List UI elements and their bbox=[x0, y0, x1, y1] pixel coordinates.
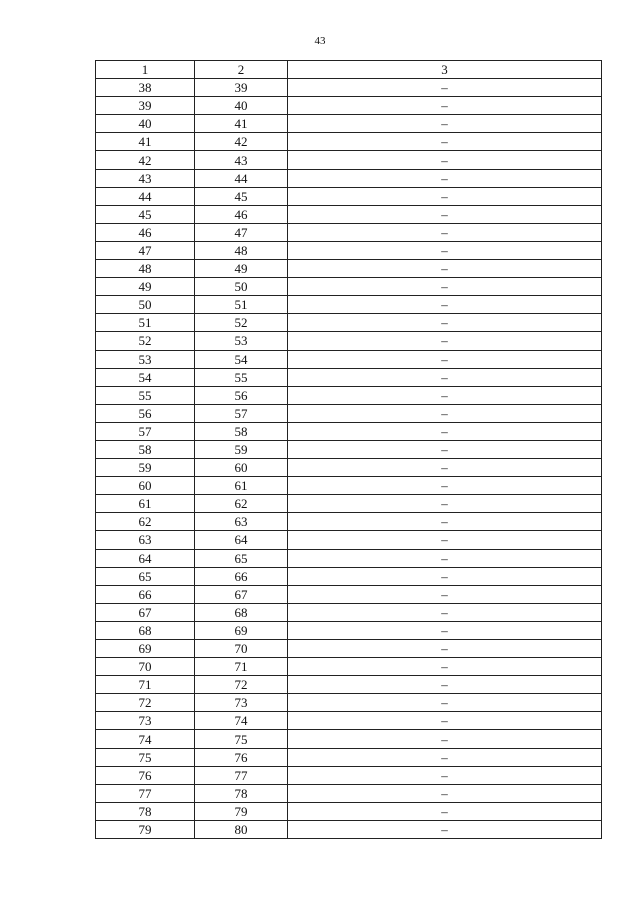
table-cell-col-1: 63 bbox=[96, 531, 195, 549]
table-cell-col-3: – bbox=[288, 169, 602, 187]
table-row bbox=[96, 513, 602, 531]
table-row bbox=[96, 386, 602, 404]
table-cell-col-2: 48 bbox=[195, 241, 288, 259]
table-cell-col-2: 50 bbox=[195, 278, 288, 296]
table-cell-col-3: – bbox=[288, 440, 602, 458]
table-cell-col-1: 42 bbox=[96, 151, 195, 169]
table-cell-col-1: 77 bbox=[96, 784, 195, 802]
table-cell-col-1: 53 bbox=[96, 350, 195, 368]
table-cell-col-2: 68 bbox=[195, 603, 288, 621]
table-cell-col-2: 61 bbox=[195, 477, 288, 495]
table-cell-col-2: 43 bbox=[195, 151, 288, 169]
table-cell-col-1: 60 bbox=[96, 477, 195, 495]
table-header bbox=[96, 61, 602, 79]
table-cell-col-3: – bbox=[288, 223, 602, 241]
table-row bbox=[96, 694, 602, 712]
column-header-2: 2 bbox=[195, 61, 288, 79]
table-row bbox=[96, 459, 602, 477]
table-row bbox=[96, 784, 602, 802]
table-cell-col-1: 49 bbox=[96, 278, 195, 296]
table-cell-col-2: 39 bbox=[195, 79, 288, 97]
table-cell-col-1: 58 bbox=[96, 440, 195, 458]
table-cell-col-2: 60 bbox=[195, 459, 288, 477]
table-cell-col-2: 78 bbox=[195, 784, 288, 802]
table-cell-col-2: 56 bbox=[195, 386, 288, 404]
table-cell-col-3: – bbox=[288, 585, 602, 603]
table-cell-col-1: 68 bbox=[96, 621, 195, 639]
table-cell-col-1: 61 bbox=[96, 495, 195, 513]
table-row bbox=[96, 368, 602, 386]
table-cell-col-2: 69 bbox=[195, 621, 288, 639]
table-cell-col-1: 45 bbox=[96, 205, 195, 223]
table-cell-col-1: 76 bbox=[96, 766, 195, 784]
table-row bbox=[96, 658, 602, 676]
table-cell-col-3: – bbox=[288, 260, 602, 278]
table-cell-col-2: 72 bbox=[195, 676, 288, 694]
table-cell-col-3: – bbox=[288, 658, 602, 676]
table-row bbox=[96, 115, 602, 133]
table-cell-col-2: 63 bbox=[195, 513, 288, 531]
table-row bbox=[96, 531, 602, 549]
table-row bbox=[96, 712, 602, 730]
table-cell-col-1: 56 bbox=[96, 404, 195, 422]
table-cell-col-1: 59 bbox=[96, 459, 195, 477]
table-row bbox=[96, 314, 602, 332]
table-row bbox=[96, 97, 602, 115]
table-cell-col-3: – bbox=[288, 748, 602, 766]
column-header-1: 1 bbox=[96, 61, 195, 79]
table-cell-col-3: – bbox=[288, 350, 602, 368]
table-cell-col-2: 71 bbox=[195, 658, 288, 676]
table-row bbox=[96, 404, 602, 422]
table-cell-col-1: 62 bbox=[96, 513, 195, 531]
table-cell-col-2: 62 bbox=[195, 495, 288, 513]
table-cell-col-3: – bbox=[288, 784, 602, 802]
table-row bbox=[96, 151, 602, 169]
table-cell-col-3: – bbox=[288, 694, 602, 712]
table-cell-col-1: 46 bbox=[96, 223, 195, 241]
table-cell-col-2: 77 bbox=[195, 766, 288, 784]
table-row bbox=[96, 730, 602, 748]
table-row bbox=[96, 820, 602, 838]
table-row bbox=[96, 205, 602, 223]
table-cell-col-2: 45 bbox=[195, 187, 288, 205]
table-cell-col-2: 44 bbox=[195, 169, 288, 187]
table-row bbox=[96, 260, 602, 278]
table-cell-col-2: 73 bbox=[195, 694, 288, 712]
table-cell-col-2: 67 bbox=[195, 585, 288, 603]
table-row bbox=[96, 495, 602, 513]
table-cell-col-2: 55 bbox=[195, 368, 288, 386]
table-cell-col-3: – bbox=[288, 676, 602, 694]
table-row bbox=[96, 585, 602, 603]
table-cell-col-1: 44 bbox=[96, 187, 195, 205]
table-cell-col-2: 75 bbox=[195, 730, 288, 748]
table-cell-col-2: 54 bbox=[195, 350, 288, 368]
table-row bbox=[96, 676, 602, 694]
table-cell-col-2: 64 bbox=[195, 531, 288, 549]
table-cell-col-2: 76 bbox=[195, 748, 288, 766]
table-cell-col-1: 64 bbox=[96, 549, 195, 567]
table-cell-col-2: 49 bbox=[195, 260, 288, 278]
table-cell-col-2: 42 bbox=[195, 133, 288, 151]
table-row bbox=[96, 802, 602, 820]
table-cell-col-2: 46 bbox=[195, 205, 288, 223]
table-row bbox=[96, 621, 602, 639]
table-cell-col-1: 67 bbox=[96, 603, 195, 621]
table-row bbox=[96, 640, 602, 658]
table-cell-col-3: – bbox=[288, 332, 602, 350]
table-cell-col-3: – bbox=[288, 115, 602, 133]
table-cell-col-2: 40 bbox=[195, 97, 288, 115]
table-cell-col-2: 47 bbox=[195, 223, 288, 241]
table-cell-col-1: 73 bbox=[96, 712, 195, 730]
table-cell-col-2: 79 bbox=[195, 802, 288, 820]
table-cell-col-1: 74 bbox=[96, 730, 195, 748]
table-cell-col-3: – bbox=[288, 278, 602, 296]
table-row bbox=[96, 748, 602, 766]
table-cell-col-1: 41 bbox=[96, 133, 195, 151]
table-cell-col-3: – bbox=[288, 640, 602, 658]
table-cell-col-1: 39 bbox=[96, 97, 195, 115]
table-cell-col-1: 55 bbox=[96, 386, 195, 404]
table-row bbox=[96, 296, 602, 314]
table-cell-col-2: 70 bbox=[195, 640, 288, 658]
table-cell-col-3: – bbox=[288, 241, 602, 259]
header-row bbox=[96, 61, 602, 79]
table-cell-col-3: – bbox=[288, 621, 602, 639]
table-row bbox=[96, 133, 602, 151]
table-cell-col-3: – bbox=[288, 477, 602, 495]
table-cell-col-2: 74 bbox=[195, 712, 288, 730]
table-cell-col-2: 58 bbox=[195, 422, 288, 440]
table-cell-col-1: 79 bbox=[96, 820, 195, 838]
table-cell-col-3: – bbox=[288, 820, 602, 838]
table-cell-col-2: 80 bbox=[195, 820, 288, 838]
table-cell-col-3: – bbox=[288, 97, 602, 115]
table-cell-col-1: 75 bbox=[96, 748, 195, 766]
table-cell-col-2: 41 bbox=[195, 115, 288, 133]
table-cell-col-3: – bbox=[288, 133, 602, 151]
table-cell-col-1: 71 bbox=[96, 676, 195, 694]
table-cell-col-3: – bbox=[288, 712, 602, 730]
table-cell-col-2: 57 bbox=[195, 404, 288, 422]
table-cell-col-2: 66 bbox=[195, 567, 288, 585]
table-cell-col-3: – bbox=[288, 766, 602, 784]
table-cell-col-3: – bbox=[288, 531, 602, 549]
table-row bbox=[96, 187, 602, 205]
table-cell-col-1: 72 bbox=[96, 694, 195, 712]
data-table bbox=[95, 60, 602, 839]
table-cell-col-3: – bbox=[288, 802, 602, 820]
table-body bbox=[96, 79, 602, 839]
table-cell-col-3: – bbox=[288, 730, 602, 748]
table-cell-col-3: – bbox=[288, 567, 602, 585]
table-cell-col-1: 65 bbox=[96, 567, 195, 585]
table-cell-col-1: 69 bbox=[96, 640, 195, 658]
table-row bbox=[96, 223, 602, 241]
table-row bbox=[96, 477, 602, 495]
table-cell-col-3: – bbox=[288, 603, 602, 621]
table-cell-col-1: 38 bbox=[96, 79, 195, 97]
table-cell-col-3: – bbox=[288, 296, 602, 314]
table-cell-col-3: – bbox=[288, 404, 602, 422]
table-row bbox=[96, 422, 602, 440]
table-row bbox=[96, 241, 602, 259]
table-cell-col-2: 53 bbox=[195, 332, 288, 350]
table-cell-col-1: 50 bbox=[96, 296, 195, 314]
table-cell-col-1: 51 bbox=[96, 314, 195, 332]
table-cell-col-2: 52 bbox=[195, 314, 288, 332]
table-row bbox=[96, 549, 602, 567]
table-row bbox=[96, 79, 602, 97]
table-cell-col-1: 43 bbox=[96, 169, 195, 187]
table-cell-col-3: – bbox=[288, 205, 602, 223]
table-cell-col-3: – bbox=[288, 187, 602, 205]
table-cell-col-1: 47 bbox=[96, 241, 195, 259]
table-cell-col-2: 51 bbox=[195, 296, 288, 314]
table-cell-col-3: – bbox=[288, 513, 602, 531]
table-cell-col-1: 70 bbox=[96, 658, 195, 676]
table-cell-col-1: 57 bbox=[96, 422, 195, 440]
table-row bbox=[96, 440, 602, 458]
table-cell-col-3: – bbox=[288, 495, 602, 513]
table-cell-col-3: – bbox=[288, 314, 602, 332]
table-row bbox=[96, 603, 602, 621]
table-row bbox=[96, 766, 602, 784]
table-cell-col-2: 65 bbox=[195, 549, 288, 567]
table-row bbox=[96, 567, 602, 585]
table-cell-col-3: – bbox=[288, 549, 602, 567]
page-number: 43 bbox=[314, 35, 326, 47]
table-cell-col-3: – bbox=[288, 79, 602, 97]
table-cell-col-1: 66 bbox=[96, 585, 195, 603]
table-cell-col-1: 78 bbox=[96, 802, 195, 820]
table-cell-col-3: – bbox=[288, 422, 602, 440]
table-row bbox=[96, 278, 602, 296]
table-cell-col-3: – bbox=[288, 368, 602, 386]
table-row bbox=[96, 169, 602, 187]
table-cell-col-1: 48 bbox=[96, 260, 195, 278]
column-header-3: 3 bbox=[288, 61, 602, 79]
table-cell-col-3: – bbox=[288, 386, 602, 404]
table-cell-col-3: – bbox=[288, 151, 602, 169]
table-cell-col-1: 54 bbox=[96, 368, 195, 386]
table-cell-col-3: – bbox=[288, 459, 602, 477]
table-row bbox=[96, 350, 602, 368]
table-cell-col-1: 40 bbox=[96, 115, 195, 133]
table-cell-col-1: 52 bbox=[96, 332, 195, 350]
table-cell-col-2: 59 bbox=[195, 440, 288, 458]
table-row bbox=[96, 332, 602, 350]
